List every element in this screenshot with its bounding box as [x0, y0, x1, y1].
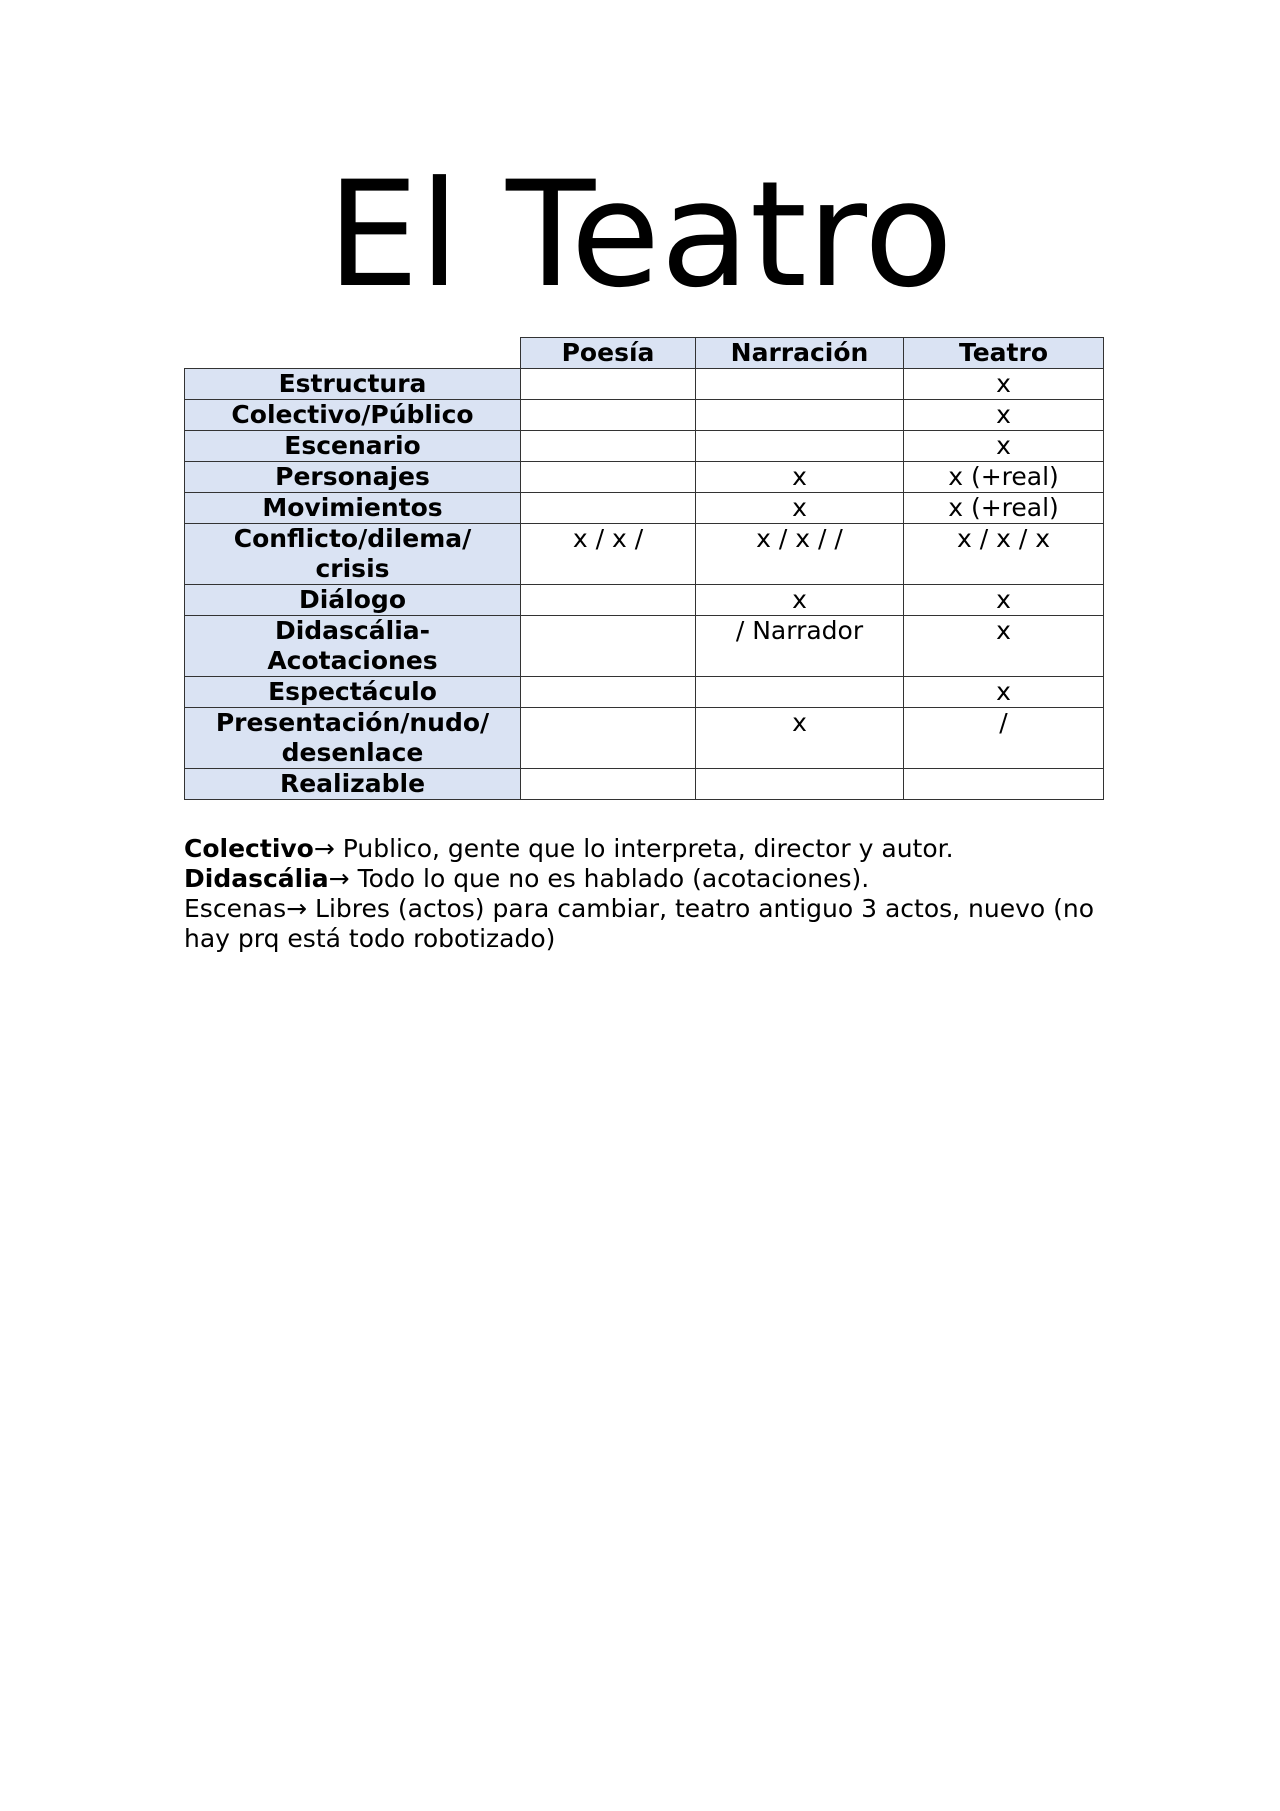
column-header-narracion: Narración [696, 338, 904, 369]
table-row [185, 769, 1104, 800]
row-header: Escenario [185, 431, 521, 462]
table-cell [521, 369, 696, 400]
table-cell: x (+real) [904, 493, 1104, 524]
table-cell: x [696, 462, 904, 493]
arrow-icon: → [313, 834, 335, 863]
table-cell [521, 585, 696, 616]
table-header-row [185, 338, 1104, 369]
table-cell [696, 400, 904, 431]
table-cell: x [696, 585, 904, 616]
note-line [184, 894, 1104, 954]
row-header: Conflicto/dilema/ crisis [185, 524, 521, 585]
table-cell [696, 369, 904, 400]
table-row [185, 369, 1104, 400]
table-cell: x (+real) [904, 462, 1104, 493]
note-text: Libres (actos) para cambiar, teatro antiguo 3 actos, nuevo (no hay prq está todo robotizado) [184, 894, 1095, 953]
table-cell: x [904, 616, 1104, 677]
row-header: Colectivo/Público [185, 400, 521, 431]
table-cell: x [904, 400, 1104, 431]
column-header-teatro: Teatro [904, 338, 1104, 369]
notes-section [184, 834, 1104, 954]
table-cell: x [696, 708, 904, 769]
table-cell: x [696, 493, 904, 524]
row-header: Espectáculo [185, 677, 521, 708]
table-cell: x / x / / [696, 524, 904, 585]
arrow-icon: → [286, 894, 308, 923]
table-body [185, 369, 1104, 800]
row-header: Diálogo [185, 585, 521, 616]
table-row [185, 431, 1104, 462]
note-line [184, 864, 1104, 894]
table-cell: x / x / [521, 524, 696, 585]
table-cell [521, 769, 696, 800]
note-text: Publico, gente que lo interpreta, director y autor. [334, 834, 954, 863]
note-term: Colectivo [184, 834, 314, 863]
table-cell [521, 677, 696, 708]
note-line [184, 834, 1104, 864]
table-cell [521, 462, 696, 493]
arrow-icon: → [328, 864, 350, 893]
note-text: Todo lo que no es hablado (acotaciones). [349, 864, 870, 893]
row-header: Presentación/nudo/ desenlace [185, 708, 521, 769]
table-row [185, 677, 1104, 708]
row-header: Didascália- Acotaciones [185, 616, 521, 677]
table-row [185, 524, 1104, 585]
table-cell [521, 708, 696, 769]
table-row [185, 616, 1104, 677]
table-cell: / [904, 708, 1104, 769]
row-header: Personajes [185, 462, 521, 493]
table-cell [521, 616, 696, 677]
table-cell [521, 431, 696, 462]
row-header: Realizable [185, 769, 521, 800]
table-corner-cell [185, 338, 521, 369]
table-row [185, 708, 1104, 769]
table-cell [521, 400, 696, 431]
row-header: Movimientos [185, 493, 521, 524]
row-header: Estructura [185, 369, 521, 400]
table-cell [521, 493, 696, 524]
table-cell: x [904, 677, 1104, 708]
table-cell: x [904, 369, 1104, 400]
page-title: El Teatro [326, 150, 954, 320]
table-cell: / Narrador [696, 616, 904, 677]
note-term: Didascália [184, 864, 329, 893]
table-cell: x / x / x [904, 524, 1104, 585]
comparison-table [184, 337, 1104, 800]
table-row [185, 462, 1104, 493]
comparison-table-container [184, 337, 1104, 800]
table-cell: x [904, 585, 1104, 616]
table-cell [696, 431, 904, 462]
table-cell: x [904, 431, 1104, 462]
table-cell [696, 677, 904, 708]
table-row [185, 400, 1104, 431]
table-row [185, 585, 1104, 616]
table-cell [696, 769, 904, 800]
note-term: Escenas [184, 894, 287, 923]
table-row [185, 493, 1104, 524]
column-header-poesia: Poesía [521, 338, 696, 369]
table-cell [904, 769, 1104, 800]
